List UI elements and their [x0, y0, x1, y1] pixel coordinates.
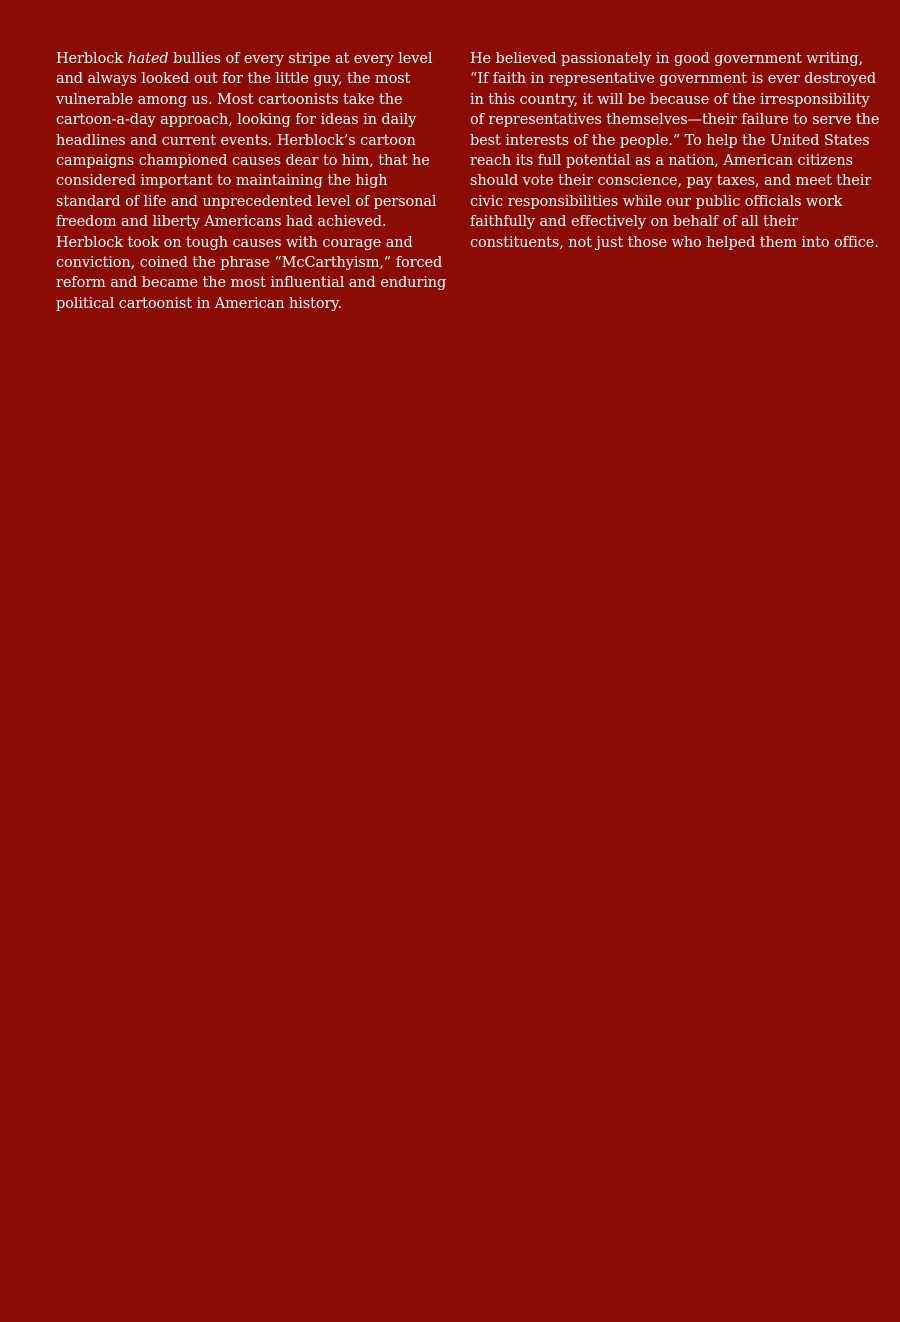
left-paragraph-emphasis: hated — [127, 51, 169, 67]
left-paragraph-body: bullies of every stripe at every level and always looked out for the little guy, the most vulnerable among us. Most cartoonists take the cartoon-a-day approach, looking for ideas in daily headlines and current events. Herblock’s cartoon campaigns championed causes dear to him, that he considered important to maintaining the high standard of life and unprecedented level of personal freedom and liberty Americans had achieved. Herblock took on tough causes with courage and conviction, coined the phrase “McCarthyism,” forced reform and became the most influential and enduring political cartoonist in American history. — [56, 51, 447, 312]
left-paragraph — [56, 49, 448, 314]
left-text-column — [56, 49, 448, 314]
right-text-column — [470, 49, 880, 253]
right-paragraph: He believed passionately in good government writing, “If faith in representative government is ever destroyed in this country, it will be because of the irresponsibility of representatives themselves—their failure to serve the best interests of the people.” To help the United States reach its full potential as a nation, American citizens should vote their conscience, pay taxes, and meet their civic responsibilities while our public officials work faithfully and effectively on behalf of all their constituents, not just those who helped them into office. — [470, 51, 880, 251]
left-paragraph-lead: Herblock — [56, 51, 128, 67]
